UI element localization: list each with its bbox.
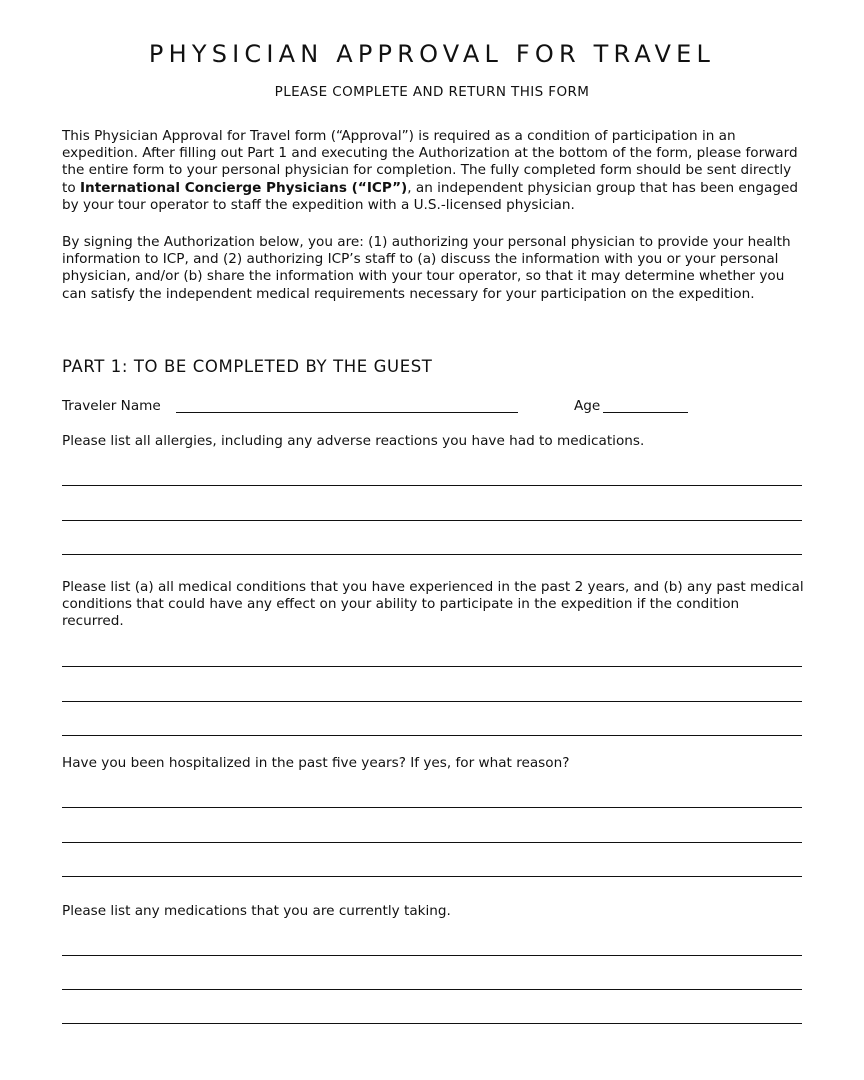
intro-p1-text-a: This Physician Approval for Travel form (“Approval”) is required as a condition of participation in an expedition. After filling out Part 1 and executing the Authorization at the bottom of the form, please forward the entire form to your personal physician for completion. The fully completed form should be sent directly to bbox=[62, 128, 798, 196]
icp-name: International Concierge Physicians (“ICP”) bbox=[79, 179, 408, 196]
medical-conditions-answer-line[interactable] bbox=[62, 735, 802, 736]
allergies-answer-line[interactable] bbox=[62, 485, 802, 486]
form-subtitle: PLEASE COMPLETE AND RETURN THIS FORM bbox=[274, 84, 590, 100]
age-label: Age bbox=[574, 398, 601, 414]
intro-p1-text-b: , an independent physician group that has been engaged by your tour operator to staff the expedition with a U.S.-licensed physician. bbox=[62, 179, 798, 213]
medications-answer-line[interactable] bbox=[62, 989, 802, 990]
allergies-answer-line[interactable] bbox=[62, 520, 802, 521]
medical-conditions-answer-line[interactable] bbox=[62, 666, 802, 667]
traveler-name-label: Traveler Name bbox=[62, 398, 161, 414]
allergies-answer-line[interactable] bbox=[62, 554, 802, 555]
hospitalized-answer-line[interactable] bbox=[62, 842, 802, 843]
medications-answer-line[interactable] bbox=[62, 1023, 802, 1024]
medical-conditions-answer-line[interactable] bbox=[62, 701, 802, 702]
intro-paragraph-1 bbox=[62, 128, 804, 214]
traveler-name-field[interactable] bbox=[176, 412, 518, 413]
hospitalized-question: Have you been hospitalized in the past five years? If yes, for what reason? bbox=[62, 755, 570, 771]
hospitalized-answer-line[interactable] bbox=[62, 876, 802, 877]
form-title: PHYSICIAN APPROVAL FOR TRAVEL bbox=[148, 40, 716, 68]
hospitalized-answer-line[interactable] bbox=[62, 807, 802, 808]
age-field[interactable] bbox=[603, 412, 688, 413]
medical-conditions-question: Please list (a) all medical conditions that you have experienced in the past 2 years, and (b) any past medical conditions that could have any effect on your ability to participate in the expedition if the condition recurred. bbox=[62, 579, 804, 630]
allergies-question: Please list all allergies, including any adverse reactions you have had to medications. bbox=[62, 433, 645, 449]
medications-question: Please list any medications that you are currently taking. bbox=[62, 903, 451, 919]
medications-answer-line[interactable] bbox=[62, 955, 802, 956]
intro-paragraph-2: By signing the Authorization below, you are: (1) authorizing your personal physician to provide your health information to ICP, and (2) authorizing ICP’s staff to (a) discuss the information with you or your personal physician, and/or (b) share the information with your tour operator, so that it may determine whether you can satisfy the independent medical requirements necessary for your participation on the expedition. bbox=[62, 234, 791, 302]
part1-heading: PART 1: TO BE COMPLETED BY THE GUEST bbox=[62, 357, 433, 376]
